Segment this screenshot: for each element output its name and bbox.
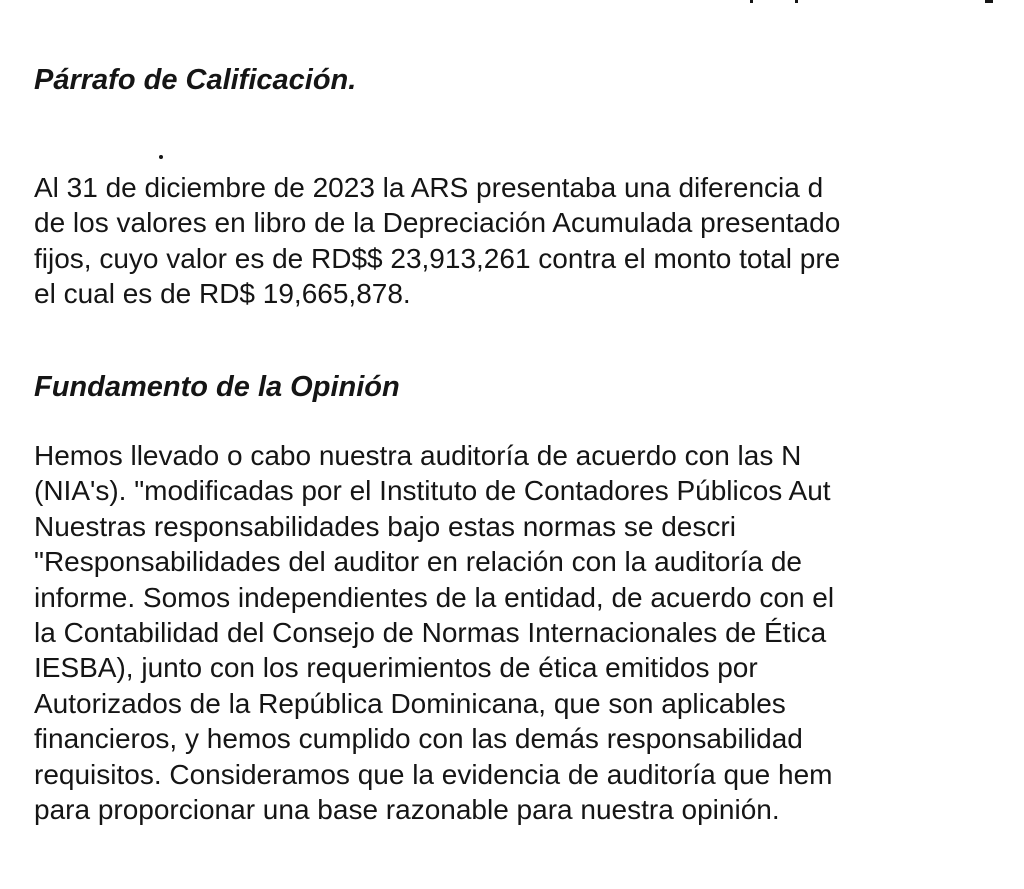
paragraph-line: de los valores en libro de la Depreciación Acumulada presentado bbox=[34, 207, 841, 239]
top-edge-mark bbox=[795, 0, 798, 3]
paragraph-line: "Responsabilidades del auditor en relación con la auditoría de bbox=[34, 546, 803, 578]
top-edge-mark bbox=[985, 0, 993, 3]
paragraph-line: Autorizados de la República Dominicana, que son aplicables bbox=[34, 687, 786, 719]
paragraph-line: Al 31 de diciembre de 2023 la ARS presentaba una diferencia d bbox=[34, 172, 824, 203]
paragraph-line: financieros, y hemos cumplido con las demás responsabilidad bbox=[34, 723, 803, 755]
paragraph-calificacion bbox=[34, 170, 840, 312]
paragraph-line: IESBA), junto con los requerimientos de ética emitidos por bbox=[34, 652, 758, 684]
section-heading-calificacion: Párrafo de Calificación. bbox=[34, 64, 357, 96]
paragraph-line: el cual es de RD$ 19,665,878. bbox=[34, 278, 411, 310]
stray-dot-mark bbox=[159, 155, 163, 159]
paragraph-line: la Contabilidad del Consejo de Normas Internacionales de Ética bbox=[34, 617, 827, 649]
paragraph-line: Hemos llevado o cabo nuestra auditoría de acuerdo con las N bbox=[34, 440, 802, 471]
top-edge-mark bbox=[750, 0, 753, 3]
paragraph-line: Nuestras responsabilidades bajo estas normas se descri bbox=[34, 510, 736, 542]
paragraph-line: para proporcionar una base razonable para nuestra opinión. bbox=[34, 794, 780, 826]
paragraph-fundamento bbox=[34, 438, 834, 827]
paragraph-line: informe. Somos independientes de la entidad, de acuerdo con el bbox=[34, 581, 835, 613]
section-heading-fundamento: Fundamento de la Opinión bbox=[34, 371, 400, 403]
paragraph-line: requisitos. Consideramos que la evidencia de auditoría que hem bbox=[34, 758, 833, 790]
paragraph-line: fijos, cuyo valor es de RD$$ 23,913,261 contra el monto total pre bbox=[34, 242, 841, 274]
paragraph-line: (NIA's). "modificadas por el Instituto de Contadores Públicos Aut bbox=[34, 475, 831, 507]
